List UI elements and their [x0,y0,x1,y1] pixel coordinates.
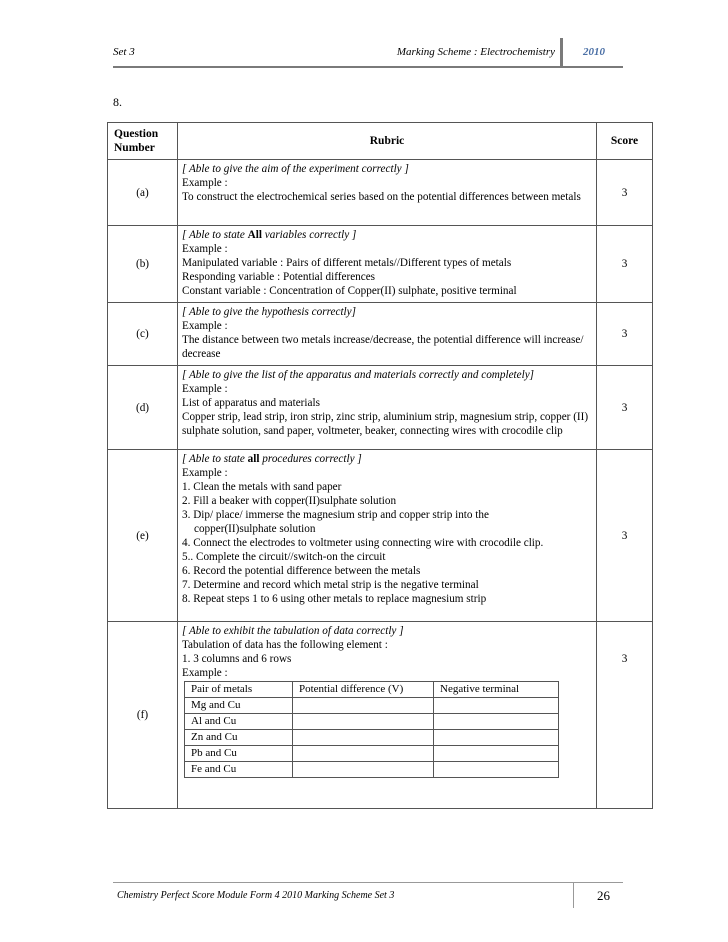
sample-table-row [185,730,559,746]
rubric-criterion-emphasis: All [247,229,262,241]
question-label: (b) [108,226,178,303]
rubric-cell [178,622,597,809]
sample-header-pair: Pair of metals [185,682,293,698]
sample-empty-cell [293,746,434,762]
score-value: 3 [597,303,653,366]
rubric-line: Example : [182,667,228,679]
table-row [108,303,653,366]
sample-header-potential: Potential difference (V) [293,682,434,698]
procedure-step: 2. Fill a beaker with copper(II)sulphate solution [182,495,397,507]
sample-pair-cell: Pb and Cu [185,746,293,762]
footer-divider [573,882,574,908]
rubric-criterion-start: [ Able to state [182,229,248,241]
rubric-line: Copper strip, lead strip, iron strip, zinc strip, aluminium strip, magnesium strip, copper (II) sulphate solution, sand paper, voltmeter, beaker, connecting wires with crocodile clip [182,411,589,437]
rubric-line: Constant variable : Concentration of Copper(II) sulphate, positive terminal [182,285,517,297]
sample-table-header-row [185,682,559,698]
header-year: 2010 [583,46,605,58]
question-label: (d) [108,366,178,450]
header-rubric: Rubric [178,123,597,160]
table-row [108,226,653,303]
score-value: 3 [597,450,653,622]
rubric-cell [178,303,597,366]
header-divider [560,38,563,66]
rubric-line: List of apparatus and materials [182,397,320,409]
rubric-line: 1. 3 columns and 6 rows [182,653,292,665]
rubric-criterion [182,228,592,242]
rubric-line: To construct the electrochemical series based on the potential differences between metals [182,191,581,203]
rubric-table [107,122,653,809]
question-label: (c) [108,303,178,366]
header-rule [113,66,623,68]
sample-table-row [185,746,559,762]
rubric-criterion-emphasis: all [247,453,260,465]
score-value: 3 [597,622,653,809]
header-question-number: Question Number [108,123,178,160]
sample-empty-cell [434,698,559,714]
question-number: 8. [113,95,122,109]
page-number: 26 [597,888,610,903]
question-label: (f) [108,622,178,809]
rubric-criterion-end: procedures correctly ] [259,453,362,465]
sample-pair-cell: Al and Cu [185,714,293,730]
question-label: (a) [108,160,178,226]
sample-empty-cell [434,762,559,778]
sample-empty-cell [293,730,434,746]
table-row [108,622,653,809]
rubric-line: Manipulated variable : Pairs of different metals//Different types of metals [182,257,512,269]
rubric-line: Responding variable : Potential differences [182,271,376,283]
rubric-criterion: [ Able to exhibit the tabulation of data correctly ] [182,625,404,637]
score-value: 3 [597,160,653,226]
question-label: (e) [108,450,178,622]
page-footer [113,882,623,908]
sample-empty-cell [434,730,559,746]
rubric-cell [178,366,597,450]
sample-pair-cell: Zn and Cu [185,730,293,746]
sample-data-table [184,681,559,778]
sample-pair-cell: Fe and Cu [185,762,293,778]
procedure-step-continued: copper(II)sulphate solution [194,523,316,535]
header-set: Set 3 [113,46,135,58]
score-value: 3 [597,226,653,303]
rubric-cell [178,450,597,622]
footer-text: Chemistry Perfect Score Module Form 4 2010 Marking Scheme Set 3 [117,890,395,901]
score-value: 3 [597,366,653,450]
sample-empty-cell [434,746,559,762]
procedure-step: 3. Dip/ place/ immerse the magnesium strip and copper strip into the [182,509,489,521]
rubric-line: Example : [182,177,228,189]
rubric-criterion: [ Able to give the list of the apparatus and materials correctly and completely] [182,369,535,381]
sample-pair-cell: Mg and Cu [185,698,293,714]
rubric-criterion-start: [ Able to state [182,453,248,465]
procedure-step: 5.. Complete the circuit//switch-on the circuit [182,551,386,563]
rubric-line: The distance between two metals increase/decrease, the potential difference will increase/ decrease [182,334,584,360]
procedure-step: 6. Record the potential difference between the metals [182,565,421,577]
sample-empty-cell [293,762,434,778]
sample-empty-cell [293,698,434,714]
procedure-step: 7. Determine and record which metal strip is the negative terminal [182,579,479,591]
rubric-criterion: [ Able to give the aim of the experiment correctly ] [182,163,409,175]
sample-header-negative: Negative terminal [434,682,559,698]
rubric-line: Example : [182,467,228,479]
rubric-line: Example : [182,243,228,255]
sample-empty-cell [434,714,559,730]
procedure-step: 1. Clean the metals with sand paper [182,481,342,493]
rubric-criterion [182,452,592,466]
procedure-step: 4. Connect the electrodes to voltmeter using connecting wire with crocodile clip. [182,537,544,549]
procedure-step: 8. Repeat steps 1 to 6 using other metals to replace magnesium strip [182,593,487,605]
sample-table-row [185,698,559,714]
sample-table-row [185,762,559,778]
rubric-cell [178,160,597,226]
rubric-criterion: [ Able to give the hypothesis correctly] [182,306,356,318]
table-row [108,366,653,450]
header-scheme-title: Marking Scheme : Electrochemistry [396,46,555,58]
rubric-criterion-end: variables correctly ] [261,229,357,241]
rubric-line: Example : [182,383,228,395]
rubric-line: Tabulation of data has the following element : [182,639,388,651]
footer-rule [113,882,623,883]
rubric-cell [178,226,597,303]
rubric-header-row [108,123,653,160]
sample-table-row [185,714,559,730]
table-row [108,160,653,226]
table-row [108,450,653,622]
rubric-line: Example : [182,320,228,332]
page-header [113,44,623,68]
header-score: Score [597,123,653,160]
sample-empty-cell [293,714,434,730]
